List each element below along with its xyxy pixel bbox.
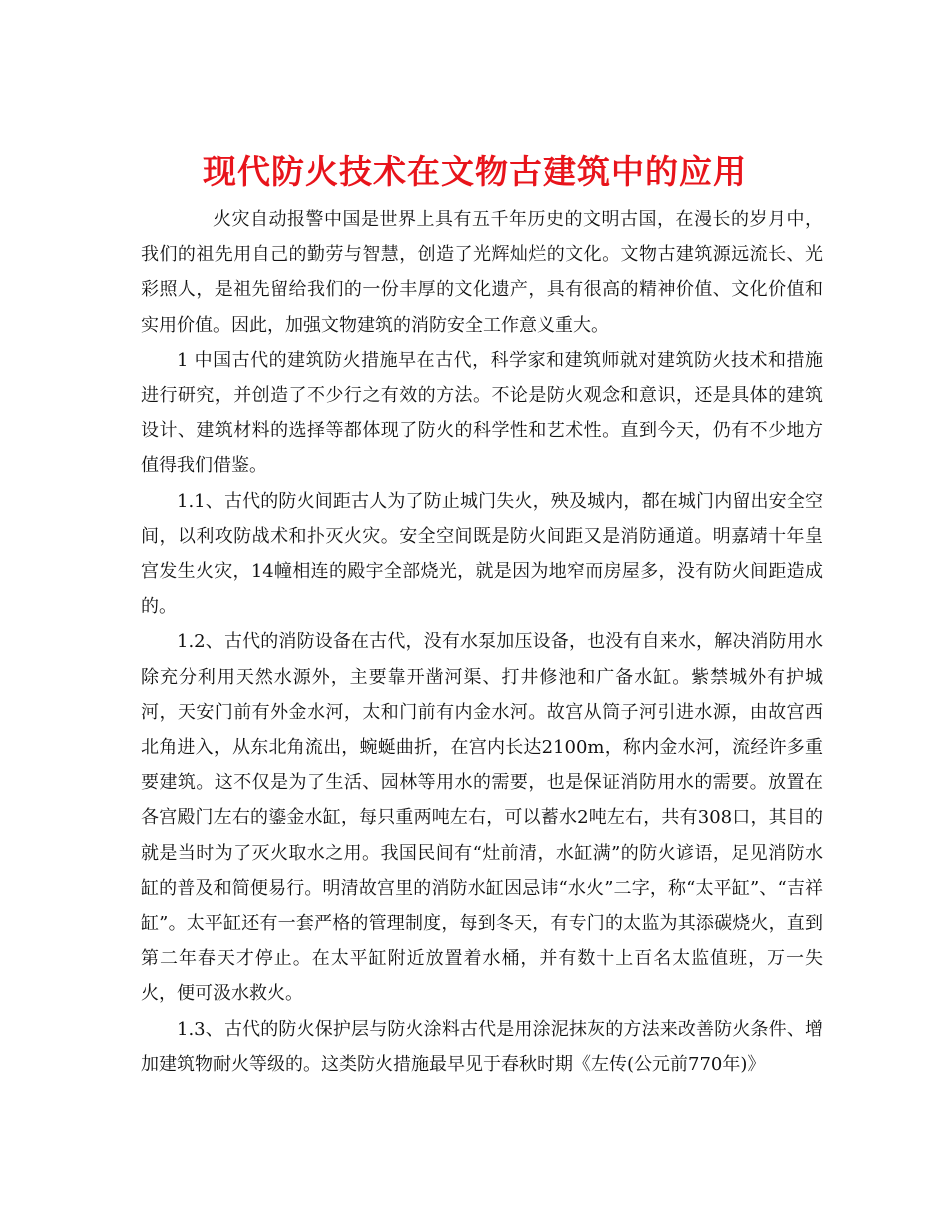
paragraph-section-1-2: 1.2、古代的消防设备在古代，没有水泵加压设备，也没有自来水，解决消防用水除充分利用天然水源外，主要靠开凿河渠、打井修池和广备水缸。紫禁城外有护城河，天安门前有外金水河，太和门前有内金水河。故宫从筒子河引进水源，由故宫西北角进入，从东北角流出，蜿蜒曲折，在宫内长达2100m，称内金水河，流经许多重要建筑。这不仅是为了生活、园林等用水的需要，也是保证消防用水的需要。放置在各宫殿门左右的鎏金水缸，每只重两吨左右，可以蓄水2吨左右，共有308口，其目的就是当时为了灭火取水之用。我国民间有“灶前清，水缸满”的防火谚语，足见消防水缸的普及和简便易行。明清故宫里的消防水缸因忌讳“水火”二字，称“太平缸”、“吉祥缸”。太平缸还有一套严格的管理制度，每到冬天，有专门的太监为其添碳烧火，直到第二年春天才停止。在太平缸附近放置着水桶，并有数十上百名太监值班，万一失火，便可汲水救火。 [141,631,823,1005]
paragraph-section-1-3: 1.3、古代的防火保护层与防火涂料古代是用涂泥抹灰的方法来改善防火条件、增加建筑物耐火等级的。这类防火措施最早见于春秋时期《左传(公元前770年)》 [141,1018,823,1075]
paragraph-section-1: 1 中国古代的建筑防火措施早在古代，科学家和建筑师就对建筑防火技术和措施进行研究，并创造了不少行之有效的方法。不论是防火观念和意识，还是具体的建筑设计、建筑材料的选择等都体现了防火的科学性和艺术性。直到今天，仍有不少地方值得我们借鉴。 [141,349,823,477]
document-body [141,202,823,1082]
paragraph-section-1-1: 1.1、古代的防火间距古人为了防止城门失火，殃及城内，都在城门内留出安全空间，以利攻防战术和扑灭火灾。安全空间既是防火间距又是消防通道。明嘉靖十年皇宫发生火灾，14幢相连的殿宇全部烧光，就是因为地窄而房屋多，没有防火间距造成的。 [141,490,823,618]
paragraph-intro: 火灾自动报警中国是世界上具有五千年历史的文明古国，在漫长的岁月中，我们的祖先用自己的勤劳与智慧，创造了光辉灿烂的文化。文物古建筑源远流长、光彩照人，是祖先留给我们的一份丰厚的文化遗产，具有很高的精神价值、文化价值和实用价值。因此，加强文物建筑的消防安全工作意义重大。 [141,209,823,336]
document-title: 现代防火技术在文物古建筑中的应用 [203,152,747,192]
